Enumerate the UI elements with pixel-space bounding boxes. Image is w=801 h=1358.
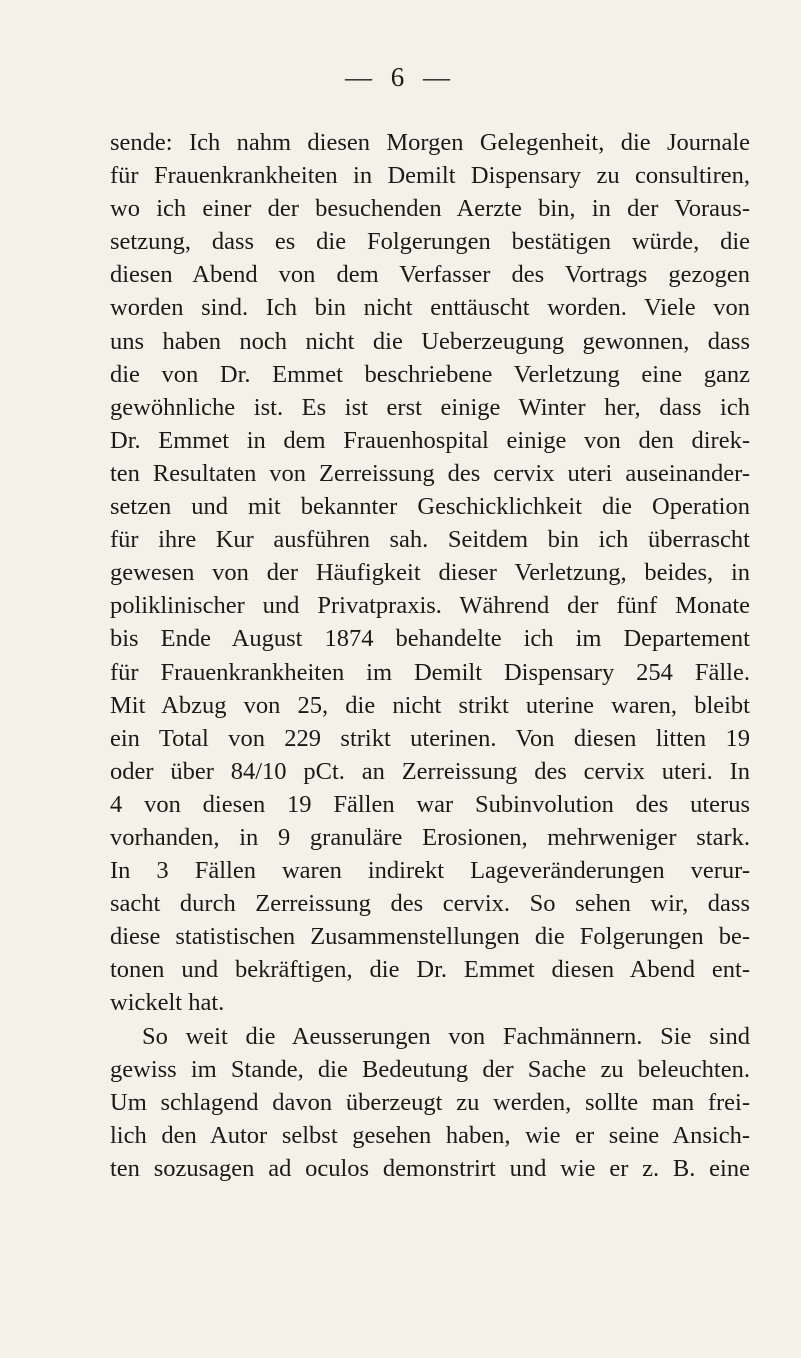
- text-line: poliklinischer und Privatpraxis. Während der fünf Monate: [110, 592, 750, 620]
- text-line: ten sozusagen ad oculos demonstrirt und wie er z. B. eine: [110, 1154, 750, 1182]
- text-line: sacht durch Zerreissung des cervix. So sehen wir, dass: [110, 890, 750, 918]
- text-line: für Frauenkrankheiten in Demilt Dispensary zu consultiren,: [110, 162, 750, 190]
- text-line: vorhanden, in 9 granuläre Erosionen, mehrweniger stark.: [110, 823, 750, 851]
- text-line: oder über 84/10 pCt. an Zerreissung des cervix uteri. In: [110, 757, 750, 785]
- text-line: Dr. Emmet in dem Frauenhospital einige von den direk-: [110, 426, 750, 454]
- body-text: [110, 126, 750, 1185]
- text-line: uns haben noch nicht die Ueberzeugung gewonnen, dass: [110, 327, 750, 355]
- page-number: — 6 —: [345, 62, 456, 92]
- text-line: bis Ende August 1874 behandelte ich im Departement: [110, 625, 750, 653]
- text-line: gewiss im Stande, die Bedeutung der Sache zu beleuchten.: [110, 1055, 750, 1083]
- text-line: In 3 Fällen waren indirekt Lageveränderungen verur-: [110, 857, 750, 885]
- text-line: wo ich einer der besuchenden Aerzte bin, in der Voraus-: [110, 195, 750, 223]
- text-line: worden sind. Ich bin nicht enttäuscht worden. Viele von: [110, 294, 750, 322]
- text-line: gewöhnliche ist. Es ist erst einige Winter her, dass ich: [110, 393, 750, 421]
- text-line: wickelt hat.: [110, 989, 225, 1017]
- text-line: ein Total von 229 strikt uterinen. Von diesen litten 19: [110, 724, 750, 752]
- text-line: tonen und bekräftigen, die Dr. Emmet diesen Abend ent-: [110, 956, 750, 984]
- text-line: diese statistischen Zusammenstellungen die Folgerungen be-: [110, 923, 750, 951]
- text-line: sende: Ich nahm diesen Morgen Gelegenheit, die Journale: [110, 129, 750, 156]
- text-line: lich den Autor selbst gesehen haben, wie er seine Ansich-: [110, 1121, 750, 1149]
- text-line: 4 von diesen 19 Fällen war Subinvolution des uterus: [110, 790, 750, 818]
- text-line: Mit Abzug von 25, die nicht strikt uterine waren, bleibt: [110, 691, 750, 719]
- text-line: für Frauenkrankheiten im Demilt Dispensary 254 Fälle.: [110, 658, 750, 686]
- text-line: setzen und mit bekannter Geschicklichkeit die Operation: [110, 493, 750, 521]
- text-line: ten Resultaten von Zerreissung des cervix uteri auseinander-: [110, 459, 750, 487]
- text-line: die von Dr. Emmet beschriebene Verletzung eine ganz: [110, 360, 750, 388]
- text-line: für ihre Kur ausführen sah. Seitdem bin ich überrascht: [110, 526, 750, 554]
- text-line: Um schlagend davon überzeugt zu werden, sollte man frei-: [110, 1088, 750, 1116]
- text-line: diesen Abend von dem Verfasser des Vortrags gezogen: [110, 261, 750, 289]
- text-line: gewesen von der Häufigkeit dieser Verletzung, beides, in: [110, 559, 750, 587]
- text-line: So weit die Aeusserungen von Fachmännern. Sie sind: [142, 1022, 750, 1050]
- text-line: setzung, dass es die Folgerungen bestätigen würde, die: [110, 228, 750, 256]
